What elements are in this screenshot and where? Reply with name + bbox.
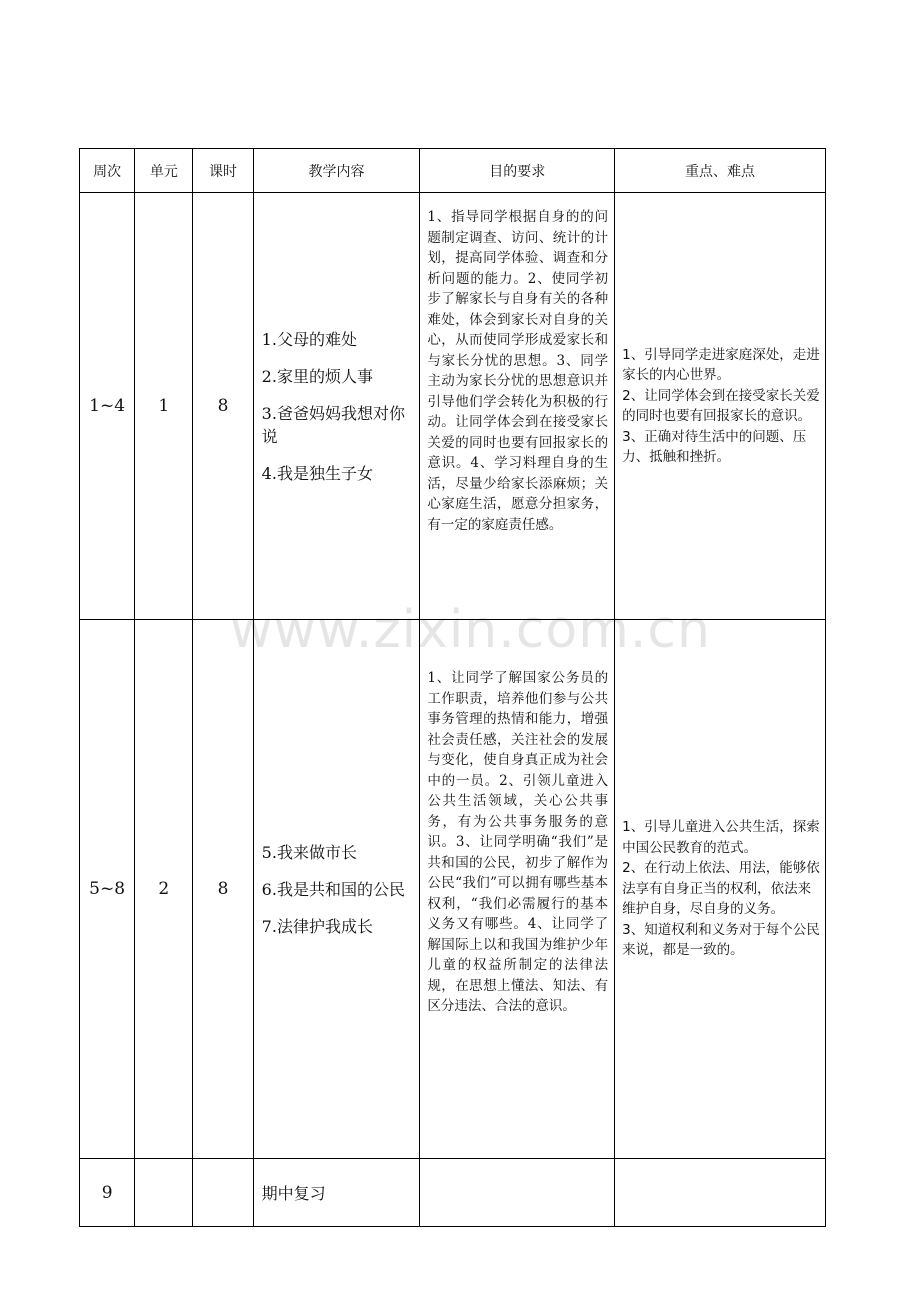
teaching-plan-table: [79, 148, 826, 1227]
lesson-item: 4.我是独生子女: [261, 463, 373, 483]
lesson-item: 6.我是共和国的公民: [261, 879, 405, 899]
header-unit: 单元: [135, 149, 193, 193]
watermark: www.zixin.com.cn: [230, 600, 711, 660]
header-goals: 目的要求: [420, 149, 615, 193]
key-points-cell: [615, 620, 826, 1159]
key-point: 2、让同学体会到在接受家长关爱的同时也要有回报家长的意识。: [622, 387, 820, 424]
header-content: 教学内容: [253, 149, 420, 193]
week-cell: 9: [80, 1159, 135, 1227]
hours-cell: 8: [193, 620, 253, 1159]
key-point: 3、知道权利和义务对于每个公民来说，都是一致的。: [622, 921, 820, 959]
header-week: 周次: [80, 149, 135, 193]
header-key-points: 重点、难点: [615, 149, 826, 193]
key-point: 1、引导同学走进家庭深处，走进家长的内心世界。: [622, 346, 820, 383]
hours-cell: [193, 1159, 253, 1227]
content-cell: 期中复习: [253, 1159, 420, 1227]
lesson-item: 2.家里的烦人事: [261, 366, 373, 386]
goals-text: 1、让同学了解国家公务员的工作职责，培养他们参与公共事务管理的热情和能力，增强社会责任感，关注社会的发展与变化，使自身真正成为社会中的一员。2、引领儿童进入公共生活领域，关心公共事务，有为公共事务服务的意识。3、让同学明确“我们”是共和国的公民，初步了解作为公民“我们”可以拥有哪些基本权利，“我们必需履行的基本义务又有哪些。4、让同学了解国际上以和我国为维护少年儿童的权益所制定的法律法规，在思想上懂法、知法、有区分违法、合法的意识。: [427, 670, 609, 1014]
goals-cell: [420, 1159, 615, 1227]
unit-cell: [135, 1159, 193, 1227]
header-hours: 课时: [193, 149, 253, 193]
table-row: [80, 620, 826, 1159]
key-points-cell: [615, 1159, 826, 1227]
key-points-cell: [615, 193, 826, 620]
week-cell: 1~4: [80, 193, 135, 620]
week-cell: 5~8: [80, 620, 135, 1159]
table-row: [80, 193, 826, 620]
unit-cell: 1: [135, 193, 193, 620]
lesson-item: 7.法律护我成长: [261, 916, 373, 936]
key-point: 1、引导儿童进入公共生活，探索中国公民教育的范式。: [622, 819, 820, 856]
header-row: [80, 149, 826, 193]
table-row: [80, 1159, 826, 1227]
unit-cell: 2: [135, 620, 193, 1159]
goals-cell: [420, 620, 615, 1159]
content-cell: [253, 193, 420, 620]
lesson-item: 5.我来做市长: [261, 842, 357, 862]
key-point: 2、在行动上依法、用法，能够依法享有自身正当的权利，依法来维护自身，尽自身的义务。: [622, 860, 820, 918]
goals-cell: 1、指导同学根据自身的的问题制定调查、访问、统计的计划，提高同学体验、调查和分析问题的能力。2、使同学初步了解家长与自身有关的各种难处，体会到家长对自身的关心，从而使同学形成爱家长和与家长分忧的思想。3、同学主动为家长分忧的思想意识并引导他们学会转化为积极的行动。让同学体会到在接受家长关爱的同时也要有回报家长的意识。4、学习料理自身的生活，尽量少给家长添麻烦；关心家庭生活，愿意分担家务，有一定的家庭责任感。: [420, 193, 615, 620]
key-point: 3、正确对待生活中的问题、压力、抵触和挫折。: [622, 428, 807, 465]
hours-cell: 8: [193, 193, 253, 620]
lesson-item: 1.父母的难处: [261, 329, 357, 349]
lesson-item: 3.爸爸妈妈我想对你说: [261, 403, 405, 446]
content-cell: [253, 620, 420, 1159]
